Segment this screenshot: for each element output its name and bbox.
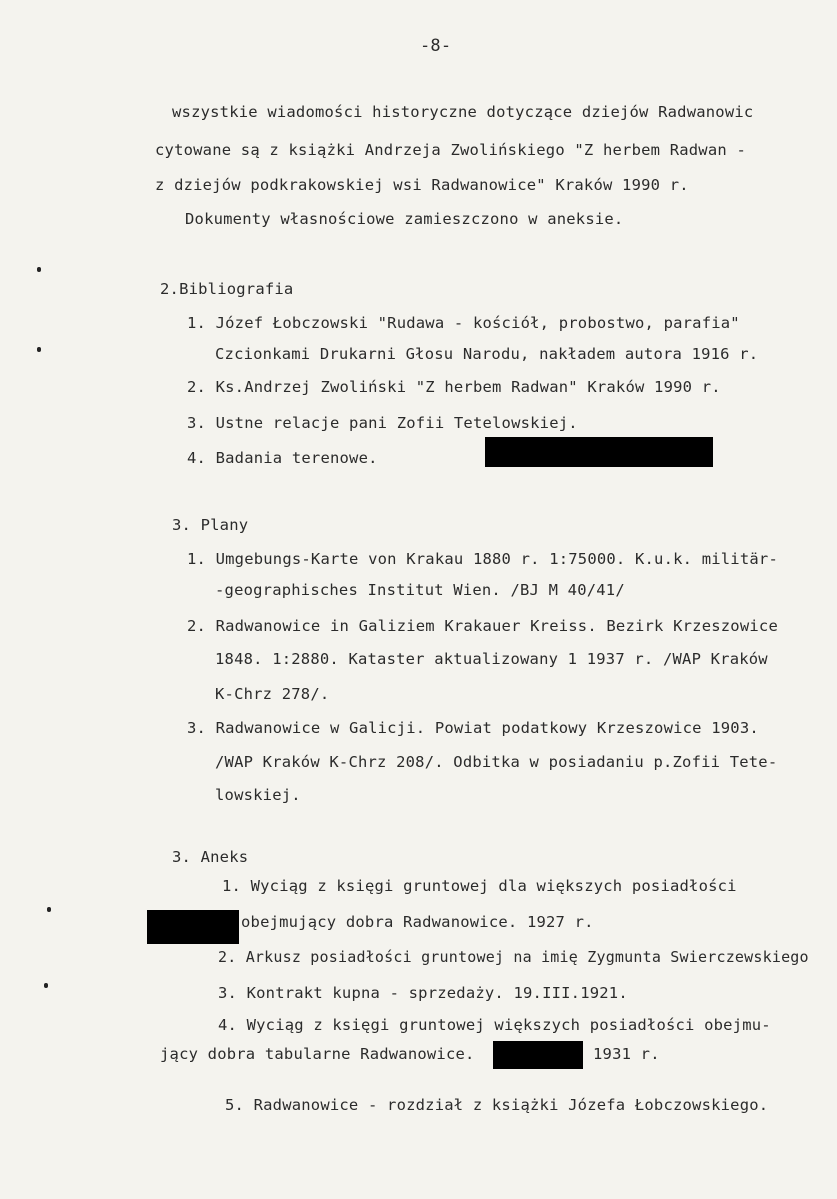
page-number: -8- — [420, 36, 452, 56]
redaction-box — [485, 437, 713, 467]
punch-hole-mark — [37, 267, 41, 272]
list-item: 2. Arkusz posiadłości gruntowej na imię Zygmunta Swierczewskiego — [218, 948, 809, 966]
intro-line: wszystkie wiadomości historyczne dotyczące dziejów Radwanowic — [172, 103, 754, 121]
punch-hole-mark — [44, 983, 48, 988]
redaction-box — [147, 910, 239, 944]
list-item: 2. Ks.Andrzej Zwoliński "Z herbem Radwan" Kraków 1990 r. — [187, 378, 721, 396]
intro-line: z dziejów podkrakowskiej wsi Radwanowice" Kraków 1990 r. — [155, 176, 689, 194]
list-item: 1. Józef Łobczowski "Rudawa - kościół, probostwo, parafia" — [187, 314, 740, 332]
list-item: 3. Kontrakt kupna - sprzedaży. 19.III.1921. — [218, 984, 628, 1002]
section-heading: 3. Aneks — [172, 848, 249, 866]
intro-line: Dokumenty własnościowe zamieszczono w aneksie. — [185, 210, 624, 228]
list-item: 5. Radwanowice - rozdział z książki Józefa Łobczowskiego. — [225, 1096, 769, 1114]
list-item: Czcionkami Drukarni Głosu Narodu, nakładem autora 1916 r. — [215, 345, 759, 363]
list-item: 1. Umgebungs-Karte von Krakau 1880 r. 1:75000. K.u.k. militär- — [187, 550, 778, 568]
list-item: -geographisches Institut Wien. /BJ M 40/41/ — [215, 581, 625, 599]
list-item: 3. Ustne relacje pani Zofii Tetelowskiej. — [187, 414, 578, 432]
list-item: jący dobra tabularne Radwanowice. — [160, 1045, 475, 1063]
punch-hole-mark — [37, 347, 41, 352]
list-item: 1. Wyciąg z księgi gruntowej dla większych posiadłości — [222, 877, 737, 895]
intro-line: cytowane są z książki Andrzeja Zwolińskiego "Z herbem Radwan - — [155, 141, 746, 159]
redaction-box — [493, 1041, 583, 1069]
punch-hole-mark — [47, 907, 51, 912]
list-item: 2. Radwanowice in Galiziem Krakauer Kreiss. Bezirk Krzeszowice — [187, 617, 778, 635]
list-item: 1931 r. — [593, 1045, 660, 1063]
section-heading: 3. Plany — [172, 516, 249, 534]
list-item: lowskiej. — [215, 786, 301, 804]
list-item: K-Chrz 278/. — [215, 685, 330, 703]
list-item: obejmujący dobra Radwanowice. 1927 r. — [241, 913, 594, 931]
list-item: 4. Badania terenowe. — [187, 449, 378, 467]
section-heading: 2.Bibliografia — [160, 280, 294, 298]
list-item: /WAP Kraków K-Chrz 208/. Odbitka w posiadaniu p.Zofii Tete- — [215, 753, 778, 771]
list-item: 1848. 1:2880. Kataster aktualizowany 1 1937 r. /WAP Kraków — [215, 650, 768, 668]
list-item: 4. Wyciąg z księgi gruntowej większych posiadłości obejmu- — [218, 1016, 771, 1034]
list-item: 3. Radwanowice w Galicji. Powiat podatkowy Krzeszowice 1903. — [187, 719, 759, 737]
